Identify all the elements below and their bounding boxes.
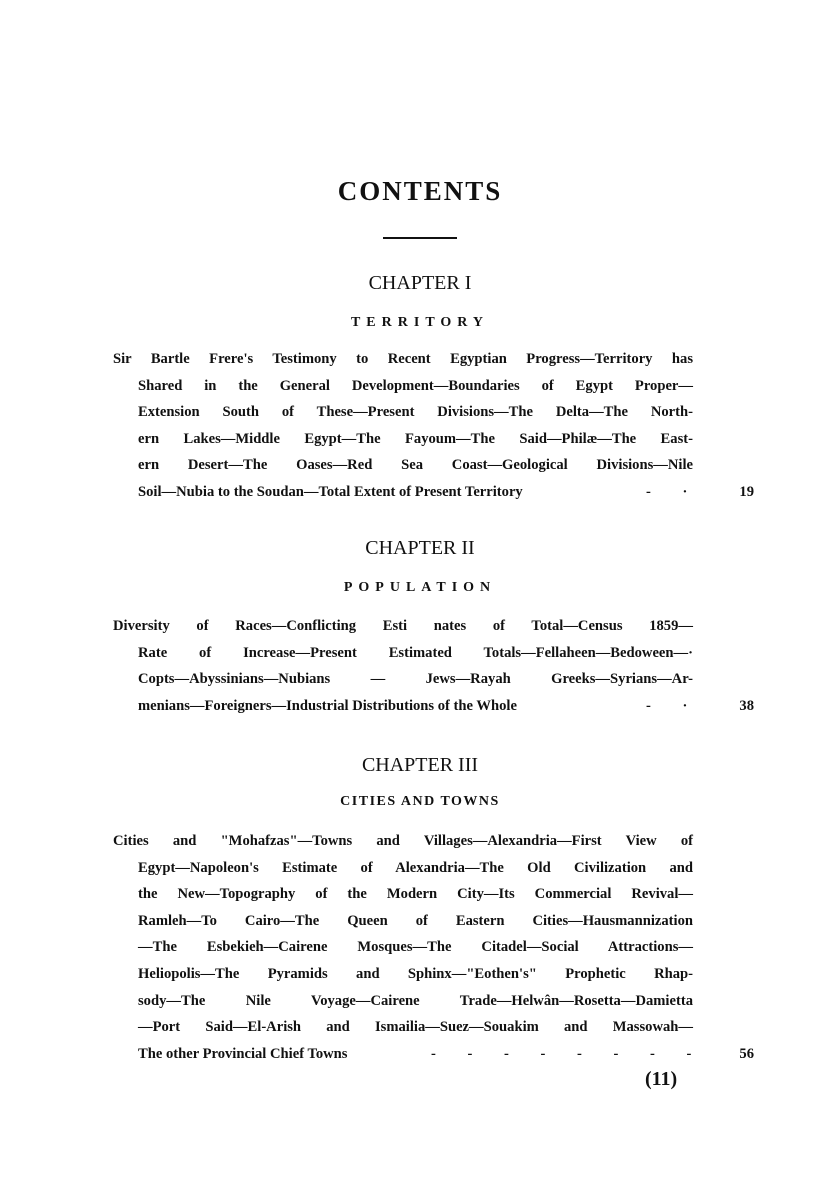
summary-line: Diversity of Races—Conflicting Esti nates of Total—Census 1859— <box>113 618 693 634</box>
summary-line: the New—Topography of the Modern City—Its Commercial Revival— <box>138 886 693 903</box>
leader-dots: - · <box>646 483 702 500</box>
summary-line: Extension South of These—Present Divisions—The Delta—The North- <box>138 404 693 421</box>
summary-line: ern Lakes—Middle Egypt—The Fayoum—The Said—Philæ—The East- <box>138 430 693 447</box>
page-number: 56 <box>739 1045 754 1062</box>
chapter-1-heading: CHAPTER I <box>368 272 472 294</box>
summary-line: Ramleh—To Cairo—The Queen of Eastern Cities—Hausmannization <box>138 912 693 929</box>
leader-dots: - - - - - - - - <box>431 1045 706 1062</box>
page-number: 38 <box>739 697 754 714</box>
summary-line: —Port Said—El-Arish and Ismailia—Suez—Souakim and Massowah— <box>138 1019 693 1036</box>
title-rule <box>383 237 457 239</box>
summary-line: Shared in the General Development—Boundaries of Egypt Proper— <box>138 377 693 394</box>
summary-line: Heliopolis—The Pyramids and Sphinx—"Eothen's" Prophetic Rhap- <box>138 965 693 982</box>
summary-line: Cities and "Mohafzas"—Towns and Villages—Alexandria—First View of <box>113 833 693 849</box>
summary-line: Copts—Abyssinians—Nubians — Jews—Rayah Greeks—Syrians—Ar- <box>138 671 693 688</box>
summary-line: sody—The Nile Voyage—Cairene Trade—Helwân—Rosetta—Damietta <box>138 992 693 1009</box>
summary-line: Sir Bartle Frere's Testimony to Recent Egyptian Progress—Territory has <box>113 351 693 367</box>
leader-dots: - · <box>646 697 702 714</box>
chapter-1-summary <box>113 346 754 506</box>
chapter-2-summary <box>113 613 754 719</box>
chapter-3-subtitle: CITIES AND TOWNS <box>340 794 500 809</box>
summary-line: ern Desert—The Oases—Red Sea Coast—Geological Divisions—Nile <box>138 457 693 474</box>
summary-line: Egypt—Napoleon's Estimate of Alexandria—The Old Civilization and <box>138 859 693 876</box>
chapter-2-subtitle: POPULATION <box>343 580 497 595</box>
summary-line-last: The other Provincial Chief Towns - - - - - - - - 56 <box>113 1041 758 1068</box>
summary-line: —The Esbekieh—Cairene Mosques—The Citadel—Social Attractions— <box>138 939 693 956</box>
summary-line-last: Soil—Nubia to the Soudan—Total Extent of Present Territory - · 19 <box>113 479 758 506</box>
chapter-1-subtitle: TERRITORY <box>350 315 490 330</box>
summary-line-last: menians—Foreigners—Industrial Distributions of the Whole - · 38 <box>113 693 758 720</box>
page-title: CONTENTS <box>337 176 503 206</box>
chapter-3-summary <box>113 828 754 1067</box>
chapter-3-heading: CHAPTER III <box>361 754 479 776</box>
summary-line: Rate of Increase—Present Estimated Totals—Fellaheen—Bedoween—· <box>138 644 693 661</box>
chapter-2-heading: CHAPTER II <box>365 537 475 559</box>
folio-page-number: (11) <box>645 1068 678 1090</box>
page-number: 19 <box>739 483 754 500</box>
